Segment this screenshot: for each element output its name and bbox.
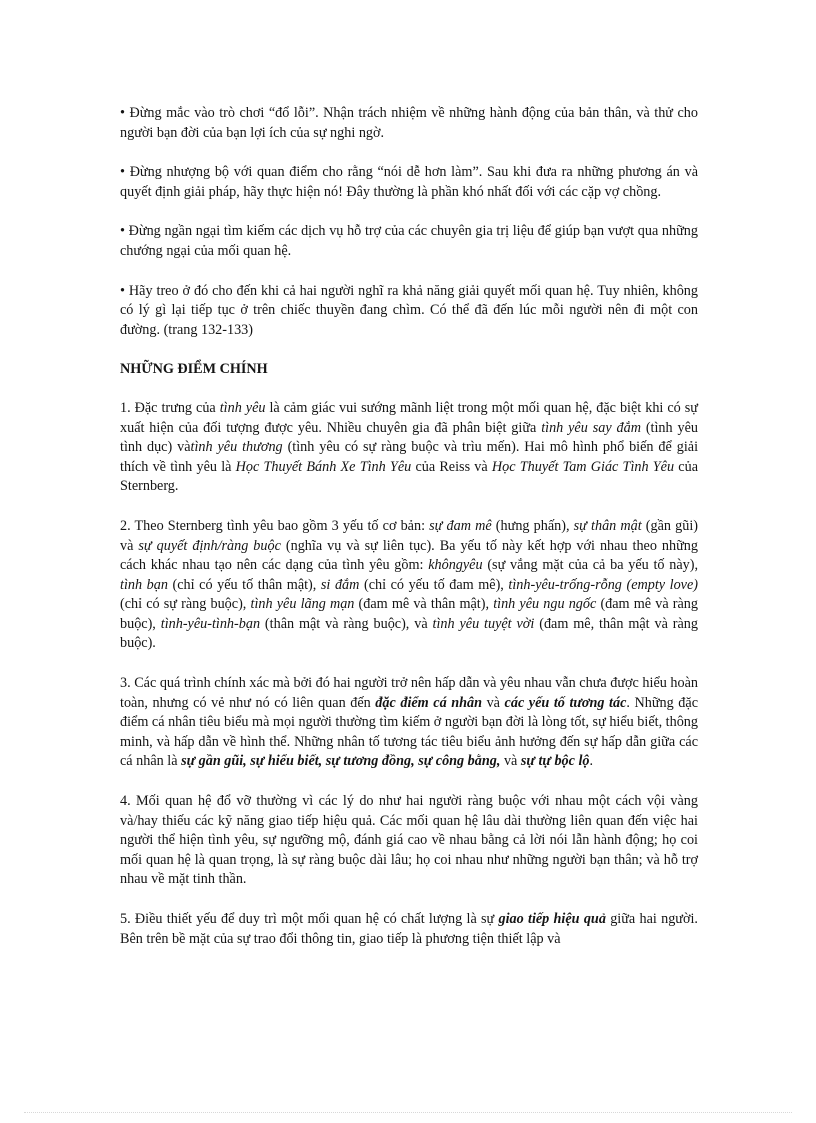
text-run: 2. Theo Sternberg tình yêu bao gồm 3 yếu tố cơ bản: [120,517,430,534]
text-run: (đam mê và thân mật) [354,596,486,613]
bullet-paragraph-2 [120,163,698,202]
emphasis-text: si đắm [320,576,360,593]
emphasis-text: , sự thân mật [565,517,642,534]
text-run: 3. Các quá trình chính xác mà bởi đó hai người trở nên hấp dẫn và yêu nhau vẫn chưa được hiểu hoàn toàn, nhưng có vẻ như nó có liên quan đến [120,675,698,711]
text-run: (sự vắng mặt của cả ba yếu tố này), [482,557,698,574]
text-run: và [482,694,505,711]
page-bottom-divider [24,1112,792,1113]
key-point-paragraph-2 [120,517,698,654]
bullet-paragraph-4 [120,282,698,341]
text-run: (đam mê, thân mật và ràng buộc). [120,615,698,652]
emphasis-text: đặc điểm cá nhân [375,694,483,711]
emphasis-text: tình yêu thương [190,439,283,456]
key-point-paragraph-5 [120,910,698,949]
bullet-list [120,104,698,340]
text-run: (chỉ có yếu tố đam mê), [359,576,509,593]
text-run: (hưng phấn) [491,517,566,534]
text-run: (thân mật và ràng buộc), và [260,615,433,632]
text-run: . [589,753,594,770]
emphasis-text: Học Thuyết Bánh Xe Tình Yêu [235,458,412,475]
emphasis-text: sự quyết định/ràng buộc [138,537,281,554]
text-run: (nghĩa vụ và sự liên tục). Ba yếu tố này kết hợp với nhau theo những cách khác nhau tạo nên các dạng của tình yêu gồm: [120,537,698,574]
key-point-paragraph-3 [120,674,698,772]
text-run: là cảm giác vui sướng mãnh liệt trong một mối quan hệ, đặc biệt khi có sự xuất hiện của đối tượng được yêu. Nhiều chuyên gia đã phân biệt giữa [120,399,698,436]
emphasis-text: các yếu tố tương tác [504,694,627,711]
text-run: (chỉ có sự ràng buộc), [120,596,251,613]
key-point-paragraph-1 [120,399,698,497]
text-run: • Hãy treo ở đó cho đến khi cả hai người nghĩ ra khả năng giải quyết mối quan hệ. Tuy nhiên, không có lý gì lại tiếp tục ở trên chiếc thuyền đang chìm. Có thể đã đến lúc mỗi người nên đi một con đường. (trang 132-133) [120,282,698,338]
emphasis-text: sự gần gũi, sự hiểu biết, sự tương đồng, sự công bằng, [181,753,501,770]
text-run: của Reiss và [411,458,492,475]
emphasis-text: tình-yêu-tình-bạn [160,615,261,632]
text-run: . Những đặc điểm cá nhân tiêu biểu mà mọi người thường tìm kiếm ở người bạn đời là lòng tốt, sự hiểu biết, thông minh, và hấp dẫn về hình thể. Những nhân tố tương tác tiêu biểu ảnh hưởng đến sự hấp dẫn giữa các cá nhân là [120,694,698,770]
text-run: • Đừng ngần ngại tìm kiếm các dịch vụ hỗ trợ của các chuyên gia trị liệu để giúp bạn vượt qua những chướng ngại của mối quan hệ. [120,223,698,259]
document-page [120,104,698,969]
emphasis-text: tình-yêu-trống-rỗng (empty love) [508,576,699,593]
bullet-paragraph-3 [120,222,698,261]
text-run: (gần gũi) và [120,517,699,554]
text-run: của Sternberg. [120,458,698,495]
emphasis-text: tình yêu [219,399,266,416]
emphasis-text: sự đam mê [429,517,492,534]
emphasis-text: sự tự bộc lộ [520,753,590,770]
text-run: (đam mê và ràng buộc), [120,596,698,632]
key-points-list [120,399,698,949]
emphasis-text: giao tiếp hiệu quả [498,911,606,927]
bullet-paragraph-1 [120,104,698,143]
emphasis-text: tình yêu tuyệt vời [432,615,535,632]
section-heading: NHỮNG ĐIỂM CHÍNH [120,361,268,378]
text-run: • Đừng mắc vào trò chơi “đổ lỗi”. Nhận trách nhiệm về những hành động của bản thân, và thử cho người bạn đời của bạn lợi ích của sự nghi ngờ. [120,105,698,141]
key-point-paragraph-4 [120,792,698,890]
emphasis-text: , tình yêu ngu ngốc [485,596,597,613]
emphasis-text: tình bạn [120,576,168,593]
text-run: 1. Đặc trưng của [120,399,220,416]
text-run: 4. Mối quan hệ đổ vỡ thường vì các lý do như hai người ràng buộc với nhau một cách vội vàng và/hay thiếu các kỹ năng giao tiếp hiệu quả. Các mối quan hệ lâu dài thường liên quan đến việc hai người thể hiện tình yêu, sự ngưỡng mộ, đánh giá cao về nhau bằng cả lời nói lẫn hành động; họ coi mối quan hệ là quan trọng, là sự ràng buộc dài lâu; họ coi nhau như những người bạn thân; và hỗ trợ nhau về mặt tinh thần. [120,793,698,888]
text-run: giữa hai người. Bên trên bề mặt của sự trao đổi thông tin, giao tiếp là phương tiện thiết lập và [120,911,698,947]
text-run: (chỉ có yếu tố thân mật), [167,576,321,593]
emphasis-text: tình yêu lãng mạn [250,596,355,613]
text-run: • Đừng nhượng bộ với quan điểm cho rằng “nói dễ hơn làm”. Sau khi đưa ra những phương án và quyết định giải pháp, hãy thực hiện nó! Đây thường là phần khó nhất đối với các cặp vợ chồng. [120,164,698,200]
emphasis-text: Học Thuyết Tam Giác Tình Yêu [491,458,675,475]
text-run: (tình yêu có sự ràng buộc và trìu mến). Hai mô hình phổ biến để giải thích về tình yêu là [120,439,699,475]
emphasis-text: tình yêu say đắm [541,419,641,436]
text-run: 5. Điều thiết yếu để duy trì một mối quan hệ có chất lượng là sự [120,911,499,927]
emphasis-text: khôngyêu [428,557,483,574]
text-run: và [500,753,521,770]
text-run: (tình yêu tình dục) và [120,419,698,456]
